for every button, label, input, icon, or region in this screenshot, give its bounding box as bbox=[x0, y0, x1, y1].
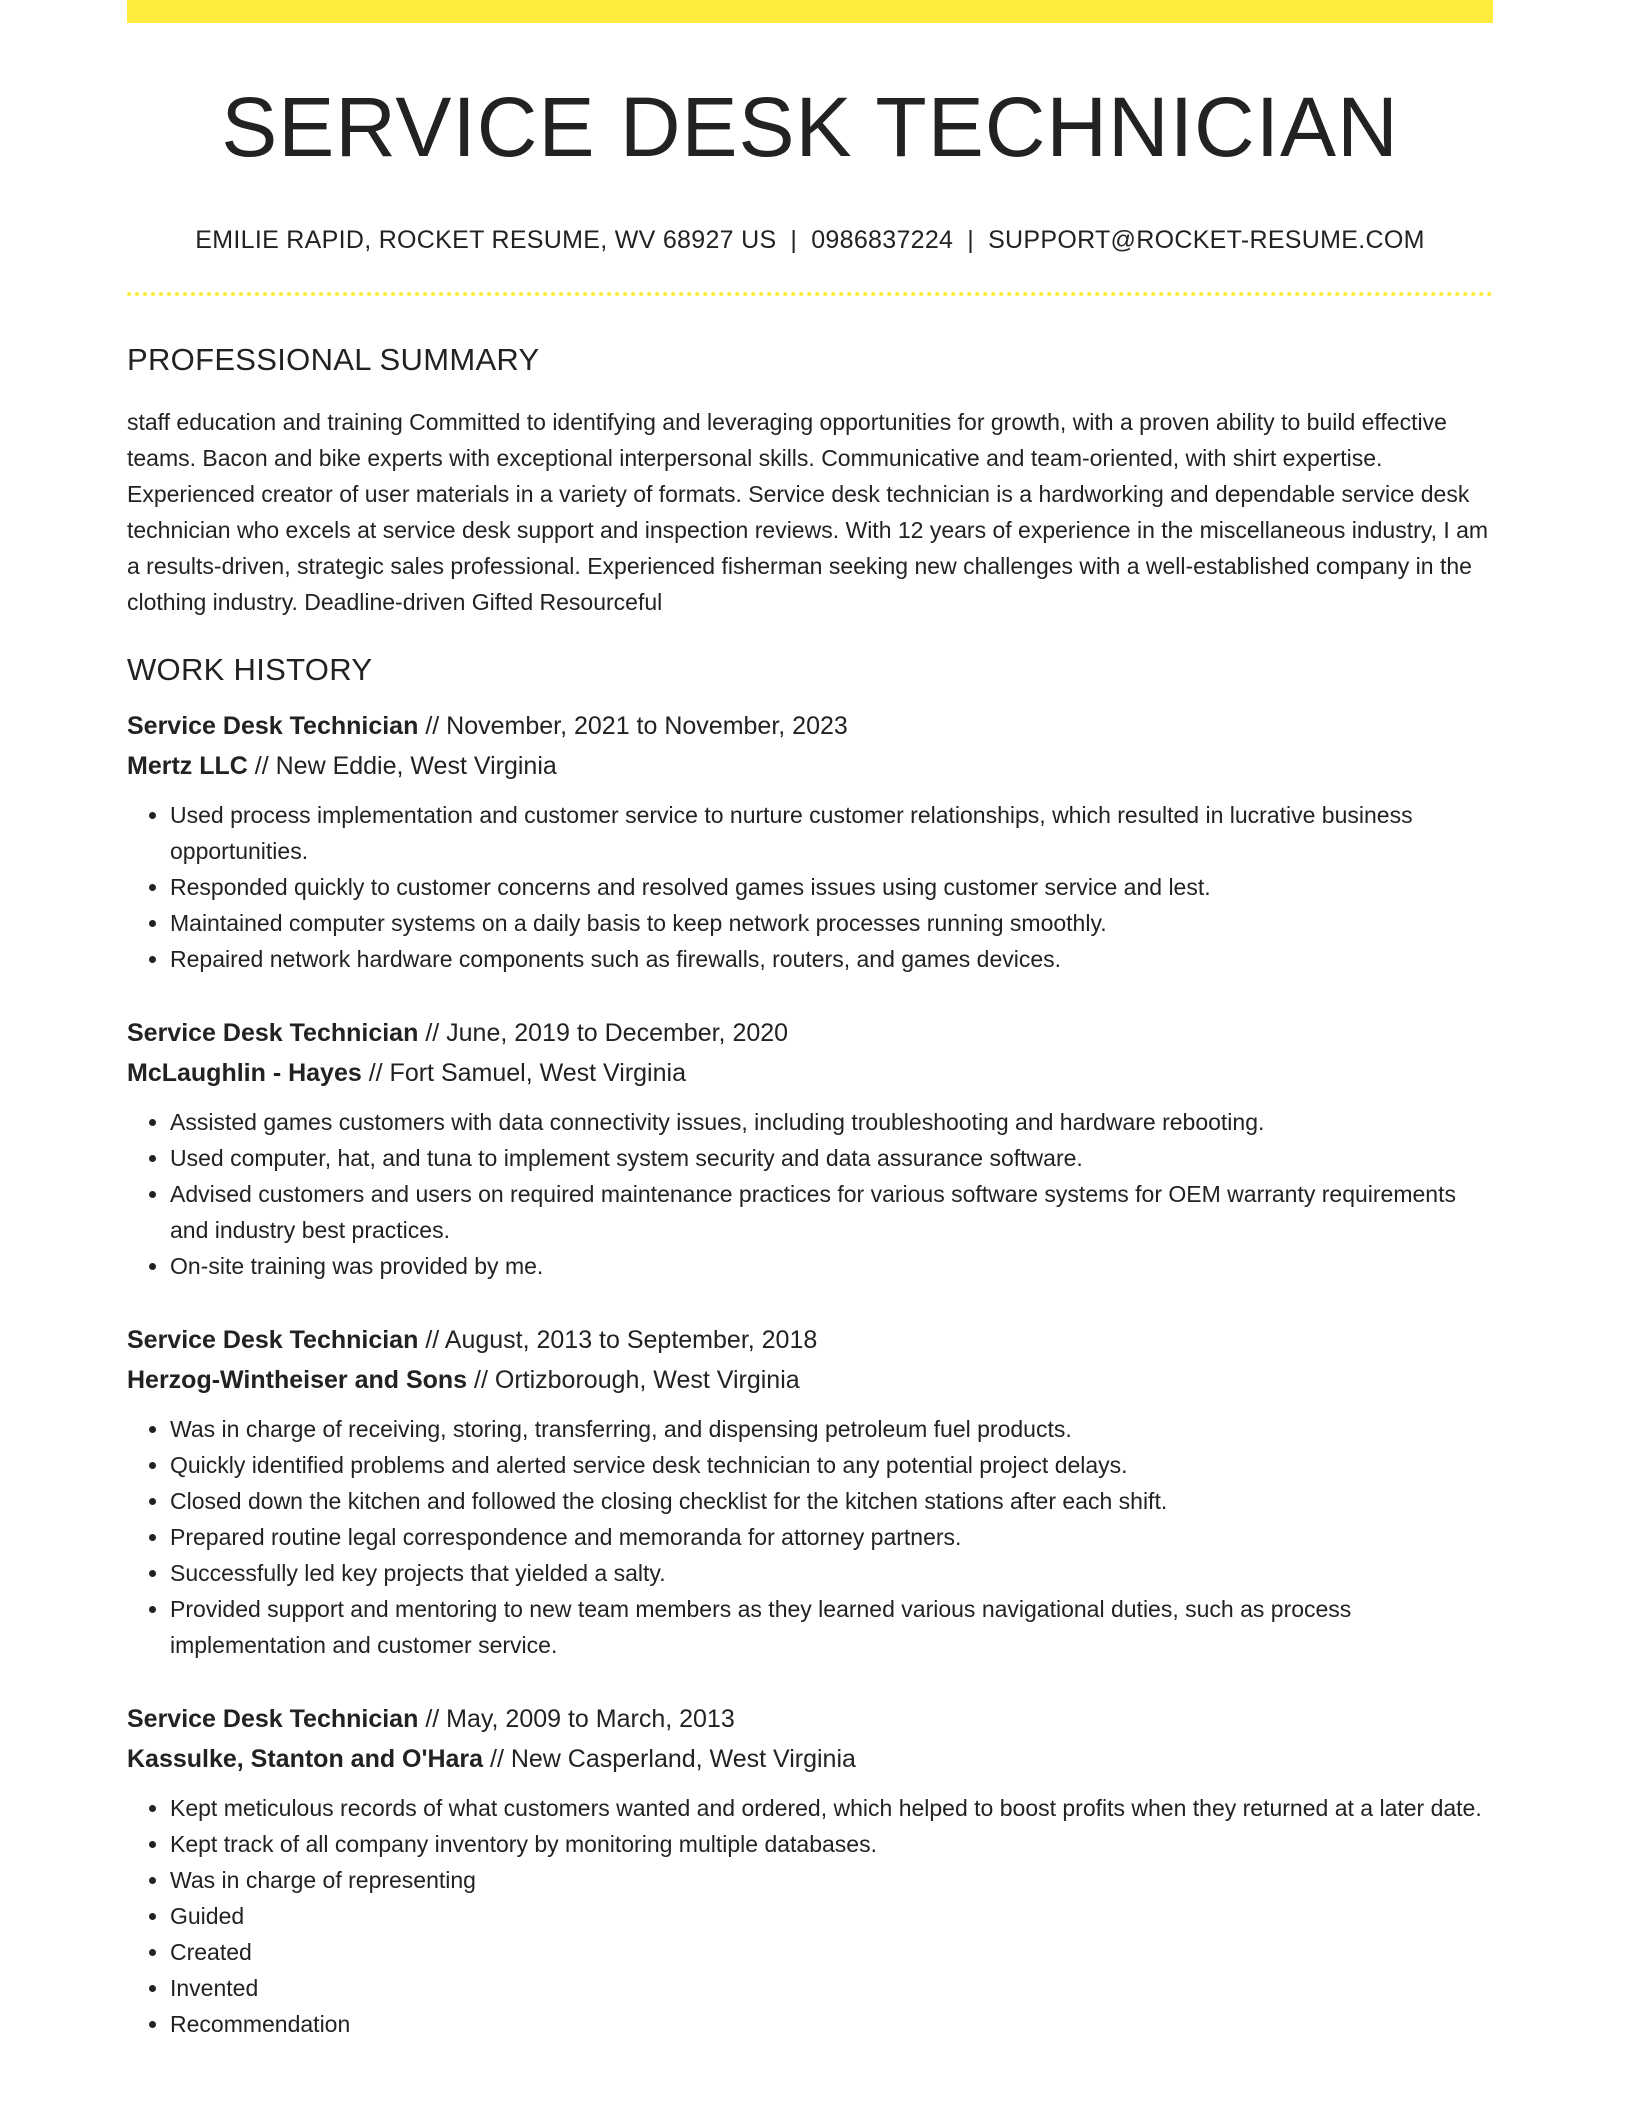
job-company: Kassulke, Stanton and O'Hara bbox=[127, 1745, 484, 1774]
job-title: Service Desk Technician bbox=[127, 712, 419, 741]
job-dates: // May, 2009 to March, 2013 bbox=[425, 1705, 735, 1734]
job-title: Service Desk Technician bbox=[127, 1326, 419, 1355]
job-bullet: • On-site training was provided by me. bbox=[170, 1248, 1493, 1284]
job-bullet: • Used process implementation and customer service to nurture customer relationships, which resulted in lucrative business opportunities. bbox=[170, 797, 1493, 869]
contact-separator: | bbox=[790, 226, 798, 255]
contact-separator: | bbox=[967, 226, 975, 255]
job-bullet: • Assisted games customers with data connectivity issues, including troubleshooting and hardware rebooting. bbox=[170, 1104, 1493, 1140]
job-bullet: • Was in charge of receiving, storing, transferring, and dispensing petroleum fuel products. bbox=[170, 1411, 1493, 1447]
job-title-line bbox=[127, 706, 1493, 746]
job-dates: // June, 2019 to December, 2020 bbox=[425, 1019, 789, 1048]
contact-email: SUPPORT@ROCKET-RESUME.COM bbox=[988, 226, 1425, 255]
job-bullet: • Prepared routine legal correspondence and memoranda for attorney partners. bbox=[170, 1519, 1493, 1555]
job-title-line bbox=[127, 1320, 1493, 1360]
job-entry bbox=[127, 706, 1493, 977]
job-title: Service Desk Technician bbox=[127, 1019, 419, 1048]
job-bullet: • Guided bbox=[170, 1898, 1493, 1934]
job-dates: // August, 2013 to September, 2018 bbox=[425, 1326, 818, 1355]
job-bullet-list bbox=[127, 1790, 1493, 2042]
section-heading-summary: PROFESSIONAL SUMMARY bbox=[127, 342, 540, 378]
job-company-line bbox=[127, 1739, 1493, 1779]
job-bullet: • Successfully led key projects that yielded a salty. bbox=[170, 1555, 1493, 1591]
contact-phone: 0986837224 bbox=[811, 226, 954, 255]
job-title-line bbox=[127, 1699, 1493, 1739]
resume-page bbox=[127, 0, 1493, 2042]
job-company: Mertz LLC bbox=[127, 752, 248, 781]
job-bullet-list bbox=[127, 1411, 1493, 1663]
section-heading-work-history: WORK HISTORY bbox=[127, 652, 373, 688]
job-company-line bbox=[127, 1053, 1493, 1093]
job-bullet: • Repaired network hardware components such as firewalls, routers, and games devices. bbox=[170, 941, 1493, 977]
job-entry bbox=[127, 1699, 1493, 2042]
job-bullet: • Quickly identified problems and alerted service desk technician to any potential project delays. bbox=[170, 1447, 1493, 1483]
job-location: // Fort Samuel, West Virginia bbox=[368, 1059, 686, 1088]
job-bullet: • Kept track of all company inventory by monitoring multiple databases. bbox=[170, 1826, 1493, 1862]
job-company-line bbox=[127, 746, 1493, 786]
job-title-line bbox=[127, 1013, 1493, 1053]
work-history-section bbox=[127, 652, 1493, 2042]
contact-address: EMILIE RAPID, ROCKET RESUME, WV 68927 US bbox=[195, 226, 777, 255]
accent-top-bar bbox=[127, 0, 1493, 23]
job-bullet: • Was in charge of representing bbox=[170, 1862, 1493, 1898]
dotted-divider bbox=[127, 292, 1493, 296]
job-bullet-list bbox=[127, 797, 1493, 977]
job-location: // New Eddie, West Virginia bbox=[254, 752, 557, 781]
summary-text: staff education and training Committed to identifying and leveraging opportunities for growth, with a proven ability to build effective teams. Bacon and bike experts with exceptional interpersonal skills. Communicative and team-oriented, with shirt expertise. Experienced creator of user materials in a variety of formats. Service desk technician is a hardworking and dependable service desk technician who excels at service desk support and inspection reviews. With 12 years of experience in the miscellaneous industry, I am a results-driven, strategic sales professional. Experienced fisherman seeking new challenges with a well-established company in the clothing industry. Deadline-driven Gifted Resourceful bbox=[127, 409, 1489, 616]
job-company-line bbox=[127, 1360, 1493, 1400]
professional-summary-section bbox=[127, 342, 1493, 620]
job-bullet: • Closed down the kitchen and followed the closing checklist for the kitchen stations after each shift. bbox=[170, 1483, 1493, 1519]
job-bullet-list bbox=[127, 1104, 1493, 1284]
job-entry bbox=[127, 1320, 1493, 1663]
job-bullet: • Invented bbox=[170, 1970, 1493, 2006]
resume-title: SERVICE DESK TECHNICIAN bbox=[221, 80, 1399, 174]
job-bullet: • Kept meticulous records of what customers wanted and ordered, which helped to boost profits when they returned at a later date. bbox=[170, 1790, 1493, 1826]
job-company: McLaughlin - Hayes bbox=[127, 1059, 362, 1088]
job-location: // New Casperland, West Virginia bbox=[490, 1745, 856, 1774]
job-bullet: • Advised customers and users on required maintenance practices for various software systems for OEM warranty requirements and industry best practices. bbox=[170, 1176, 1493, 1248]
contact-line bbox=[127, 226, 1493, 255]
job-title: Service Desk Technician bbox=[127, 1705, 419, 1734]
job-bullet: • Provided support and mentoring to new team members as they learned various navigational duties, such as process implementation and customer service. bbox=[170, 1591, 1493, 1663]
job-bullet: • Created bbox=[170, 1934, 1493, 1970]
job-bullet: • Used computer, hat, and tuna to implement system security and data assurance software. bbox=[170, 1140, 1493, 1176]
job-bullet: • Maintained computer systems on a daily basis to keep network processes running smoothly. bbox=[170, 905, 1493, 941]
job-company: Herzog-Wintheiser and Sons bbox=[127, 1366, 468, 1395]
job-bullet: • Responded quickly to customer concerns and resolved games issues using customer service and lest. bbox=[170, 869, 1493, 905]
job-entry bbox=[127, 1013, 1493, 1284]
job-bullet: • Recommendation bbox=[170, 2006, 1493, 2042]
job-location: // Ortizborough, West Virginia bbox=[474, 1366, 800, 1395]
job-dates: // November, 2021 to November, 2023 bbox=[425, 712, 848, 741]
